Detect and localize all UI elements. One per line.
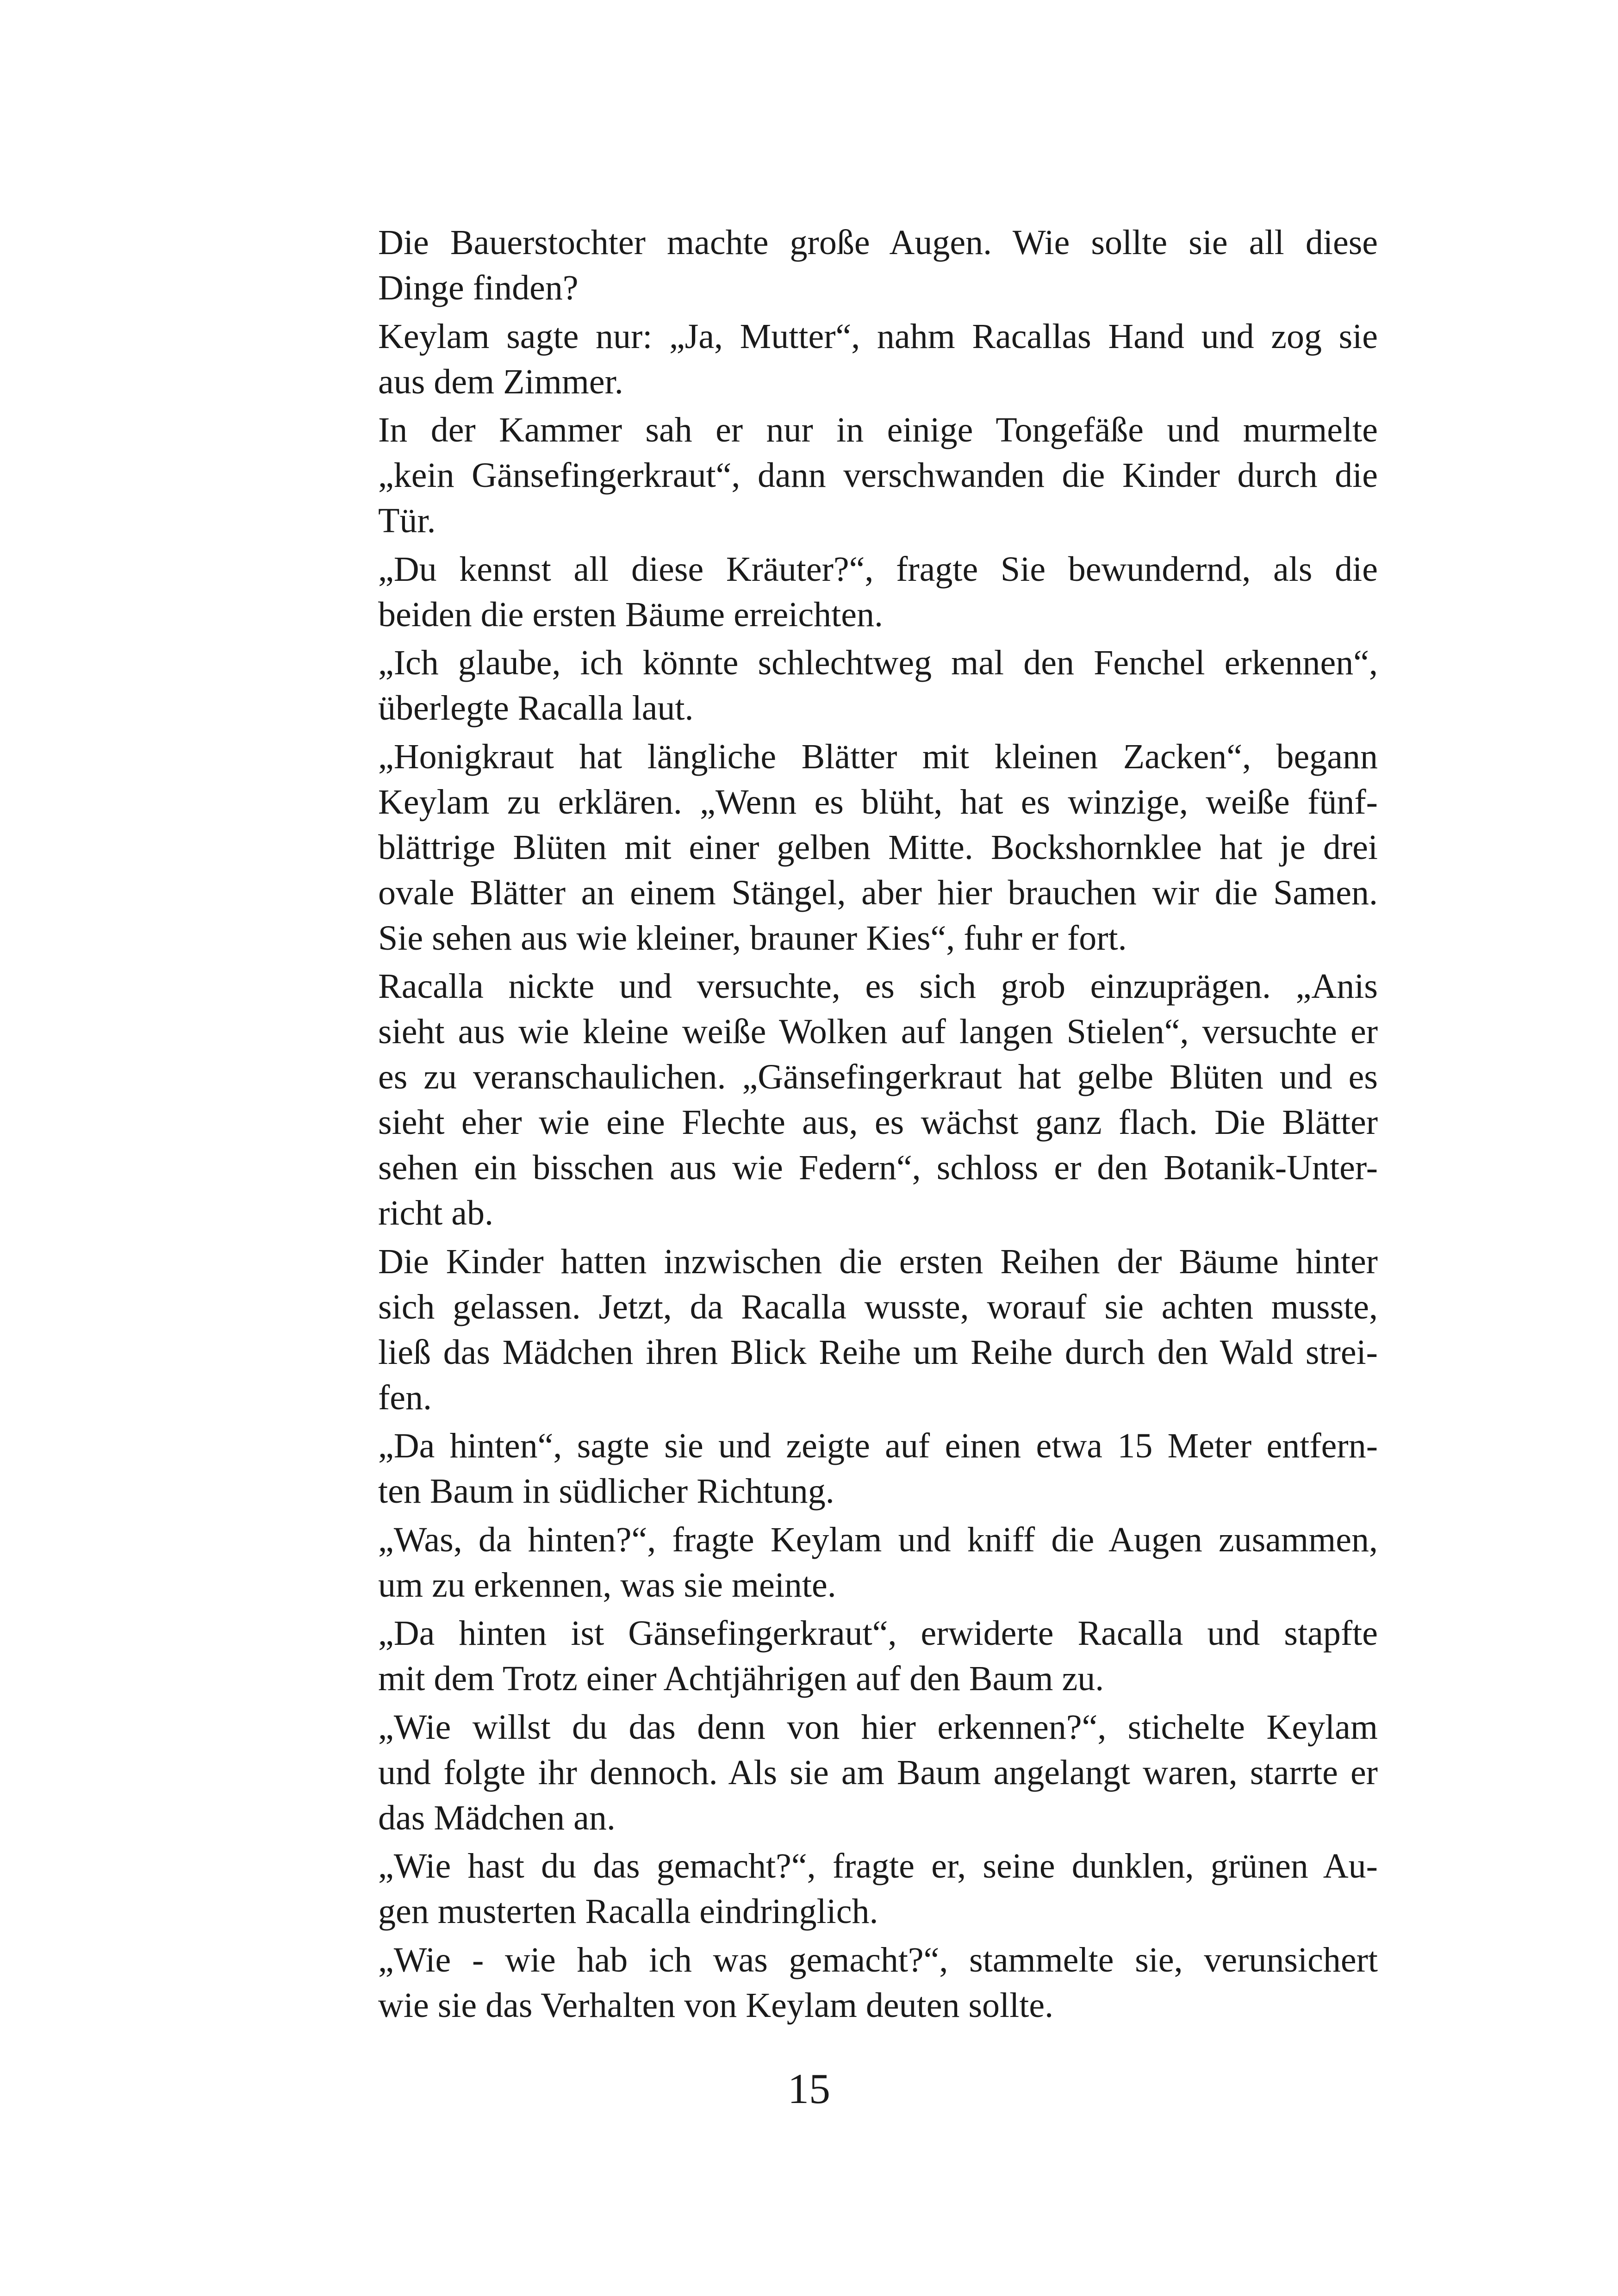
text-line: Keylam zu erklären. „Wenn es blüht, hat es winzige, weiße fünf- — [378, 782, 1378, 821]
body-text — [341, 220, 1378, 2031]
text-line: Die Kinder hatten inzwischen die ersten Reihen der Bäume hinter — [378, 1242, 1378, 1281]
text-line: es zu veranschaulichen. „Gänsefingerkraut hat gelbe Blüten und es — [378, 1058, 1378, 1096]
page-number: 15 — [788, 2065, 830, 2112]
text-line: gen musterten Racalla eindringlich. — [378, 1892, 878, 1931]
text-line: sieht aus wie kleine weiße Wolken auf langen Stielen“, versuchte er — [378, 1012, 1378, 1051]
text-line: und folgte ihr dennoch. Als sie am Baum angelangt waren, starrte er — [378, 1753, 1378, 1792]
paragraph — [341, 1937, 1378, 2028]
text-line: „Da hinten“, sagte sie und zeigte auf einen etwa 15 Meter entfern- — [378, 1426, 1378, 1465]
text-line: sich gelassen. Jetzt, da Racalla wusste, worauf sie achten musste, — [378, 1287, 1378, 1326]
text-line: blättrige Blüten mit einer gelben Mitte. Bockshornklee hat je drei — [378, 828, 1378, 867]
paragraph — [341, 1517, 1378, 1608]
text-line: aus dem Zimmer. — [378, 362, 623, 401]
text-line: Tür. — [378, 501, 436, 540]
text-line: „Wie hast du das gemacht?“, fragte er, seine dunklen, grünen Au- — [378, 1847, 1378, 1885]
text-line: richt ab. — [378, 1194, 494, 1232]
text-line: Dinge finden? — [378, 268, 579, 307]
text-line: mit dem Trotz einer Achtjährigen auf den Baum zu. — [378, 1659, 1104, 1698]
paragraph — [341, 640, 1378, 731]
text-line: ließ das Mädchen ihren Blick Reihe um Reihe durch den Wald strei- — [378, 1332, 1378, 1372]
text-line: „kein Gänsefingerkraut“, dann verschwanden die Kinder durch die — [378, 456, 1378, 495]
paragraph — [341, 1843, 1378, 1934]
paragraph — [341, 734, 1378, 961]
text-line: wie sie das Verhalten von Keylam deuten sollte. — [378, 1985, 1054, 2025]
text-line: „Honigkraut hat längliche Blätter mit kleinen Zacken“, begann — [378, 737, 1378, 776]
text-line: Die Bauerstochter machte große Augen. Wie sollte sie all diese — [378, 223, 1378, 262]
text-line: „Du kennst all diese Kräuter?“, fragte Sie bewundernd, als die — [378, 549, 1378, 589]
text-line: „Wie willst du das denn von hier erkennen?“, stichelte Keylam — [378, 1707, 1378, 1747]
text-line: Keylam sagte nur: „Ja, Mutter“, nahm Racallas Hand und zog sie — [378, 317, 1378, 356]
paragraph — [341, 1705, 1378, 1841]
text-line: ten Baum in südlicher Richtung. — [378, 1472, 834, 1511]
text-line: Sie sehen aus wie kleiner, brauner Kies“, fuhr er fort. — [378, 918, 1127, 958]
text-line: „Was, da hinten?“, fragte Keylam und kniff die Augen zusammen, — [378, 1520, 1378, 1559]
paragraph — [341, 314, 1378, 404]
text-line: „Da hinten ist Gänsefingerkraut“, erwiderte Racalla und stapfte — [378, 1614, 1378, 1653]
text-line: „Ich glaube, ich könnte schlechtweg mal den Fenchel erkennen“, — [378, 643, 1378, 682]
text-line: überlegte Racalla laut. — [378, 689, 694, 728]
paragraph — [341, 407, 1378, 543]
text-line: Racalla nickte und versuchte, es sich grob einzuprägen. „Anis — [378, 967, 1378, 1006]
text-line: beiden die ersten Bäume erreichten. — [378, 595, 883, 634]
paragraph — [341, 1239, 1378, 1420]
text-line: ovale Blätter an einem Stängel, aber hier brauchen wir die Samen. — [378, 873, 1378, 912]
text-line: „Wie - wie hab ich was gemacht?“, stammelte sie, verunsichert — [378, 1940, 1378, 1979]
text-line: fen. — [378, 1378, 432, 1417]
text-line: sehen ein bisschen aus wie Federn“, schloss er den Botanik-Unter- — [378, 1148, 1378, 1187]
text-line: das Mädchen an. — [378, 1798, 616, 1837]
paragraph — [341, 547, 1378, 637]
paragraph — [341, 1423, 1378, 1514]
text-line: um zu erkennen, was sie meinte. — [378, 1565, 836, 1605]
paragraph — [341, 1611, 1378, 1701]
paragraph — [341, 964, 1378, 1236]
paragraph — [341, 220, 1378, 311]
text-line: In der Kammer sah er nur in einige Tongefäße und murmelte — [378, 411, 1378, 449]
text-line: sieht eher wie eine Flechte aus, es wächst ganz flach. Die Blätter — [378, 1103, 1378, 1142]
